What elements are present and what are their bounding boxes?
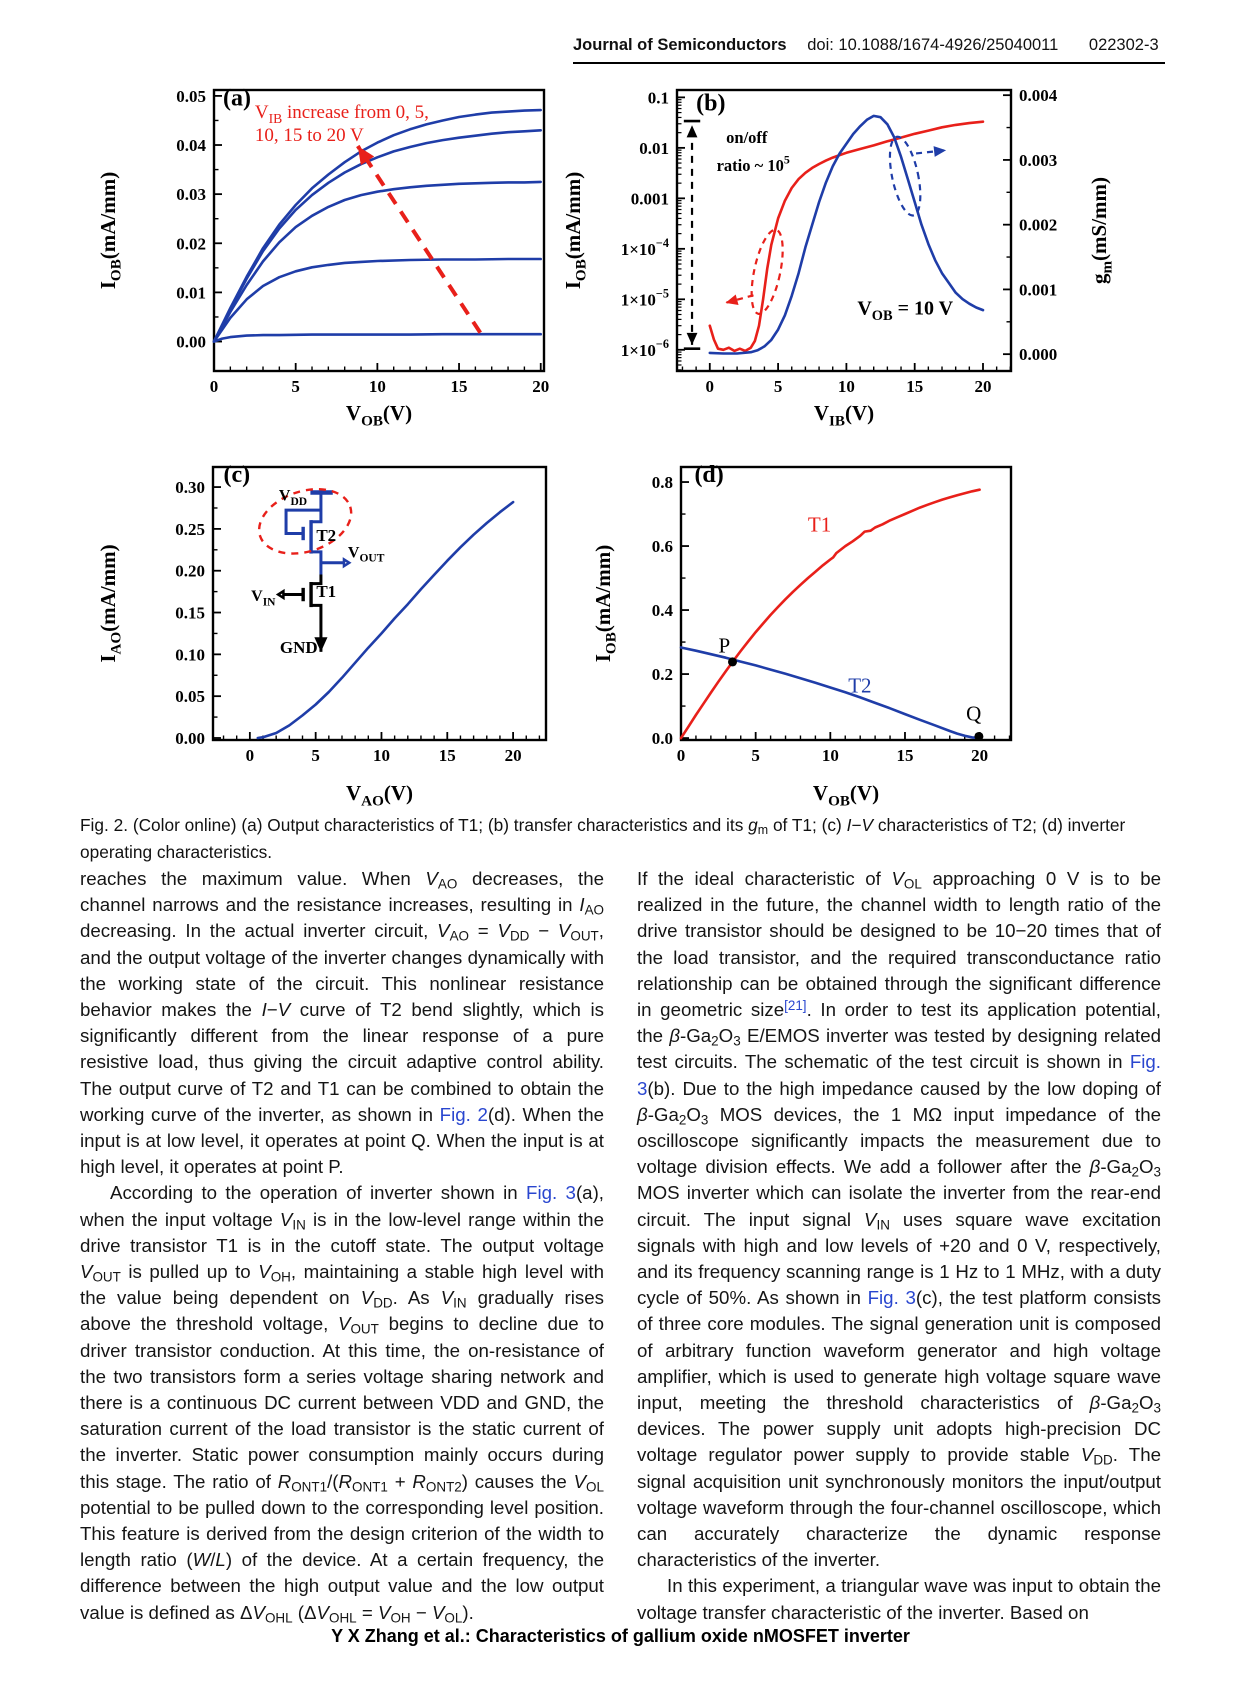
svg-text:VDD: $V_{DD}$ [278, 487, 308, 508]
svg-text:1×10−6: $1\times 10^{-6}$ [620, 337, 669, 360]
svg-text:VOB(V): $V_{OB}(V)$ [345, 401, 413, 430]
svg-text:0.002: 0.002 [1019, 215, 1058, 235]
svg-text:VOUT: $V_{OUT}$ [347, 544, 385, 565]
chart-a-output-characteristics [85, 70, 555, 430]
reference-link[interactable]: Fig. 3 [526, 1182, 576, 1204]
svg-text:VOB(V): $V_{OB}(V)$ [812, 781, 880, 810]
svg-text:(b): (b) [696, 90, 726, 117]
svg-text:P: P [718, 633, 731, 658]
svg-text:0: 0 [245, 746, 255, 765]
chart-d-inverter-operating [558, 415, 1170, 815]
text-column-right [637, 866, 1161, 1626]
svg-text:5: 5 [773, 377, 783, 396]
paragraph: reaches the maximum value. When $V_{AO}$ decreases, the channel narrows and the resistance increases, resulting in $I_{AO}$ decreasing. In the actual inverter circuit, $V_{AO} = V_{DD} - V_{OUT}$, and the output voltage of the inverter changes dynamically with the working state of the circuit. This nonlinear resistance behavior makes the I−V curve of T2 bend slightly, which is significantly different from the linear response of a pure resistive load, thus giving the circuit adaptive control ability. The output curve of T2 and T1 can be combined to obtain the working curve of the inverter, as shown in Fig. 2(d). When the input is at low level, it operates at point Q. When the input is at high level, it operates at point P. [80, 868, 604, 1178]
reference-link[interactable]: Fig. 3 [867, 1287, 916, 1309]
svg-text:15: 15 [896, 746, 914, 765]
svg-text:0: 0 [676, 746, 686, 765]
svg-text:1×10−5: $1\times 10^{-5}$ [620, 286, 669, 310]
svg-text:0.03: 0.03 [176, 185, 206, 205]
svg-text:0.4: 0.4 [651, 601, 673, 621]
svg-text:ratio ~ 105: ratio ~ $10^5$ [716, 152, 790, 175]
journal-name: Journal of Semiconductors [573, 36, 787, 54]
svg-text:VOB = 10 V: $V_{OB} = 10$ V [857, 297, 954, 324]
svg-text:0.05: 0.05 [175, 687, 205, 707]
svg-text:0: 0 [705, 377, 715, 396]
svg-text:0.6: 0.6 [651, 537, 673, 557]
svg-text:0.20: 0.20 [175, 561, 205, 581]
svg-text:0.01: 0.01 [176, 283, 206, 303]
svg-text:VIB increase from 0, 5,: $V_{IB}$ increase from 0, 5, [254, 102, 429, 127]
reference-link[interactable]: Fig. 2 [439, 1103, 488, 1125]
svg-text:0.05: 0.05 [176, 86, 206, 106]
figure-caption: Fig. 2. (Color online) (a) Output characteristics of T1; (b) transfer characteristics and its $g_m$ of T1; (c) I−V characteristics of T2; (d) inverter operating characteristics. [80, 815, 1126, 862]
svg-text:0.2: 0.2 [651, 665, 673, 685]
svg-text:0.00: 0.00 [175, 728, 205, 748]
svg-text:20: 20 [971, 746, 989, 765]
svg-text:IOB(mA/mm): $I_{OB}(mA/mm)$ [96, 171, 125, 290]
svg-text:on/off: on/off [726, 127, 768, 147]
chart-b-transfer-characteristics [558, 70, 1170, 430]
svg-text:(d): (d) [694, 462, 724, 489]
svg-text:10: 10 [837, 377, 855, 396]
svg-text:T1: T1 [807, 512, 832, 537]
svg-text:0.8: 0.8 [651, 473, 673, 493]
reference-link[interactable]: [21] [784, 997, 807, 1013]
svg-text:gm(mS/mm): $g_m(mS/mm)$ [1087, 176, 1116, 285]
svg-text:0.0: 0.0 [651, 729, 673, 749]
page-number: 022302-3 [1088, 36, 1159, 54]
paragraph: In this experiment, a triangular wave was input to obtain the voltage transfer characteristic of the inverter. Based on [637, 1575, 1161, 1623]
reference-link[interactable]: Fig. 3 [637, 1051, 1161, 1099]
svg-text:5: 5 [311, 746, 320, 765]
svg-text:1×10−4: $1\times 10^{-4}$ [620, 236, 669, 259]
paragraph: According to the operation of inverter shown in Fig. 3(a), when the input voltage $V_{IN}$ is in the low-level range within the drive transistor T1 is in the cutoff state. The output voltage $V_{OUT}$ is pulled up to $V_{OH}$, maintaining a stable high level with the value being dependent on $V_{DD}$. As $V_{IN}$ gradually rises above the threshold voltage, $V_{OUT}$ begins to decline due to driver transistor conduction. At this time, the on-resistance of the two transistors form a series voltage sharing network and there is a continuous DC current between VDD and GND, the saturation current of the load transistor is the static current of the inverter. Static power consumption mainly occurs during this stage. The ratio of $R_{ONT1}/(R_{ONT1} + R_{ONT2})$ causes the $V_{OL}$ potential to be pulled down to the corresponding level position. This feature is derived from the design criterion of the width to length ratio (W/L) of the device. At a certain frequency, the difference between the high output value and the low output value is defined as $\Delta V_{OHL}$ $(\Delta V_{OHL} = V_{OH} - V_{OL})$. [80, 1182, 605, 1626]
svg-text:15: 15 [438, 746, 456, 765]
svg-text:20: 20 [974, 377, 992, 396]
svg-text:0.25: 0.25 [175, 519, 205, 539]
svg-text:10: 10 [821, 746, 839, 765]
svg-text:0.001: 0.001 [630, 189, 669, 209]
svg-text:5: 5 [751, 746, 760, 765]
svg-text:0.1: 0.1 [647, 88, 669, 108]
page-footer [0, 1626, 1241, 1647]
svg-text:0: 0 [209, 377, 219, 396]
svg-text:0.001: 0.001 [1019, 280, 1058, 300]
svg-text:0.10: 0.10 [175, 645, 205, 665]
svg-text:VIN: $V_{IN}$ [251, 588, 276, 609]
svg-text:0.000: 0.000 [1019, 345, 1058, 365]
svg-text:IOB(mA/mm): $I_{OB}(mA/mm)$ [561, 171, 590, 290]
svg-text:Q: Q [966, 701, 982, 726]
svg-text:10: 10 [368, 377, 386, 396]
doi-text: doi: 10.1088/1674-4926/25040011 [807, 36, 1059, 54]
svg-text:10, 15 to 20 V: 10, 15 to 20 V [254, 125, 364, 147]
svg-text:20: 20 [504, 746, 522, 765]
svg-text:T2: T2 [316, 526, 337, 546]
svg-text:0.00: 0.00 [176, 332, 206, 352]
running-title: Y X Zhang et al.: Characteristics of gallium oxide nMOSFET inverter [331, 1626, 910, 1646]
svg-text:0.04: 0.04 [176, 136, 206, 156]
paragraph: If the ideal characteristic of $V_{OL}$ approaching 0 V is to be realized in the future, the channel width to length ratio of the drive transistor should be designed to be 10−20 times that of the load transistor, and the required transconductance ratio relationship can be obtained through the significant difference in geometric size[21]. In order to test its application potential, the $\beta-Ga_2O_3$ E/EMOS inverter was tested by designing related test circuits. The schematic of the test circuit is shown in Fig. 3(b). Due to the high impedance caused by the low doping of $\beta-Ga_2O_3$ MOS devices, the 1 MΩ input impedance of the oscilloscope significantly impacts the measurement due to voltage division effects. We add a follower after the $\beta-Ga_2O_3$ MOS inverter which can isolate the inverter from the rear-end circuit. The input signal $V_{IN}$ uses square wave excitation signals with high and low levels of +20 and 0 V, respectively, and its frequency scanning range is 1 Hz to 1 MHz, with a duty cycle of 50%. As shown in Fig. 3(c), the test platform consists of three core modules. The signal generation unit is composed of arbitrary function waveform generator and high voltage amplifier, which is used to generate high voltage square wave input, meeting the threshold characteristics of $\beta-Ga_2O_3$ devices. The power supply unit adopts high-precision DC voltage regulator power supply to provide stable $V_{DD}$. The signal acquisition unit synchronously monitors the input/output voltage waveform through the four-channel oscilloscope, which can accurately characterize the dynamic response characteristics of the inverter. [637, 868, 1161, 1571]
svg-text:0.15: 0.15 [175, 603, 205, 623]
svg-text:IOB(mA/mm): $I_{OB}(mA/mm)$ [591, 544, 620, 663]
svg-text:0.003: 0.003 [1019, 150, 1058, 170]
svg-text:VAO(V): $V_{AO}(V)$ [346, 781, 413, 810]
svg-text:IAO(mA/mm): $I_{AO}(mA/mm)$ [96, 544, 125, 663]
svg-text:(c): (c) [223, 462, 251, 489]
svg-text:0.004: 0.004 [1019, 86, 1058, 106]
svg-text:(a): (a) [222, 85, 251, 112]
svg-text:20: 20 [532, 377, 550, 396]
text-column-left [80, 866, 604, 1626]
svg-text:10: 10 [372, 746, 390, 765]
chart-c-iv-characteristics [85, 415, 555, 815]
page-header [573, 36, 1165, 64]
svg-text:0.01: 0.01 [639, 138, 669, 158]
svg-text:15: 15 [906, 377, 924, 396]
svg-text:5: 5 [291, 377, 300, 396]
svg-text:T1: T1 [316, 582, 337, 602]
svg-text:0.30: 0.30 [175, 478, 205, 498]
svg-text:15: 15 [450, 377, 468, 396]
svg-text:VIB(V): $V_{IB}(V)$ [813, 401, 875, 430]
svg-text:0.02: 0.02 [176, 234, 206, 254]
svg-text:T2: T2 [848, 673, 872, 698]
svg-text:GND: GND [279, 638, 318, 658]
